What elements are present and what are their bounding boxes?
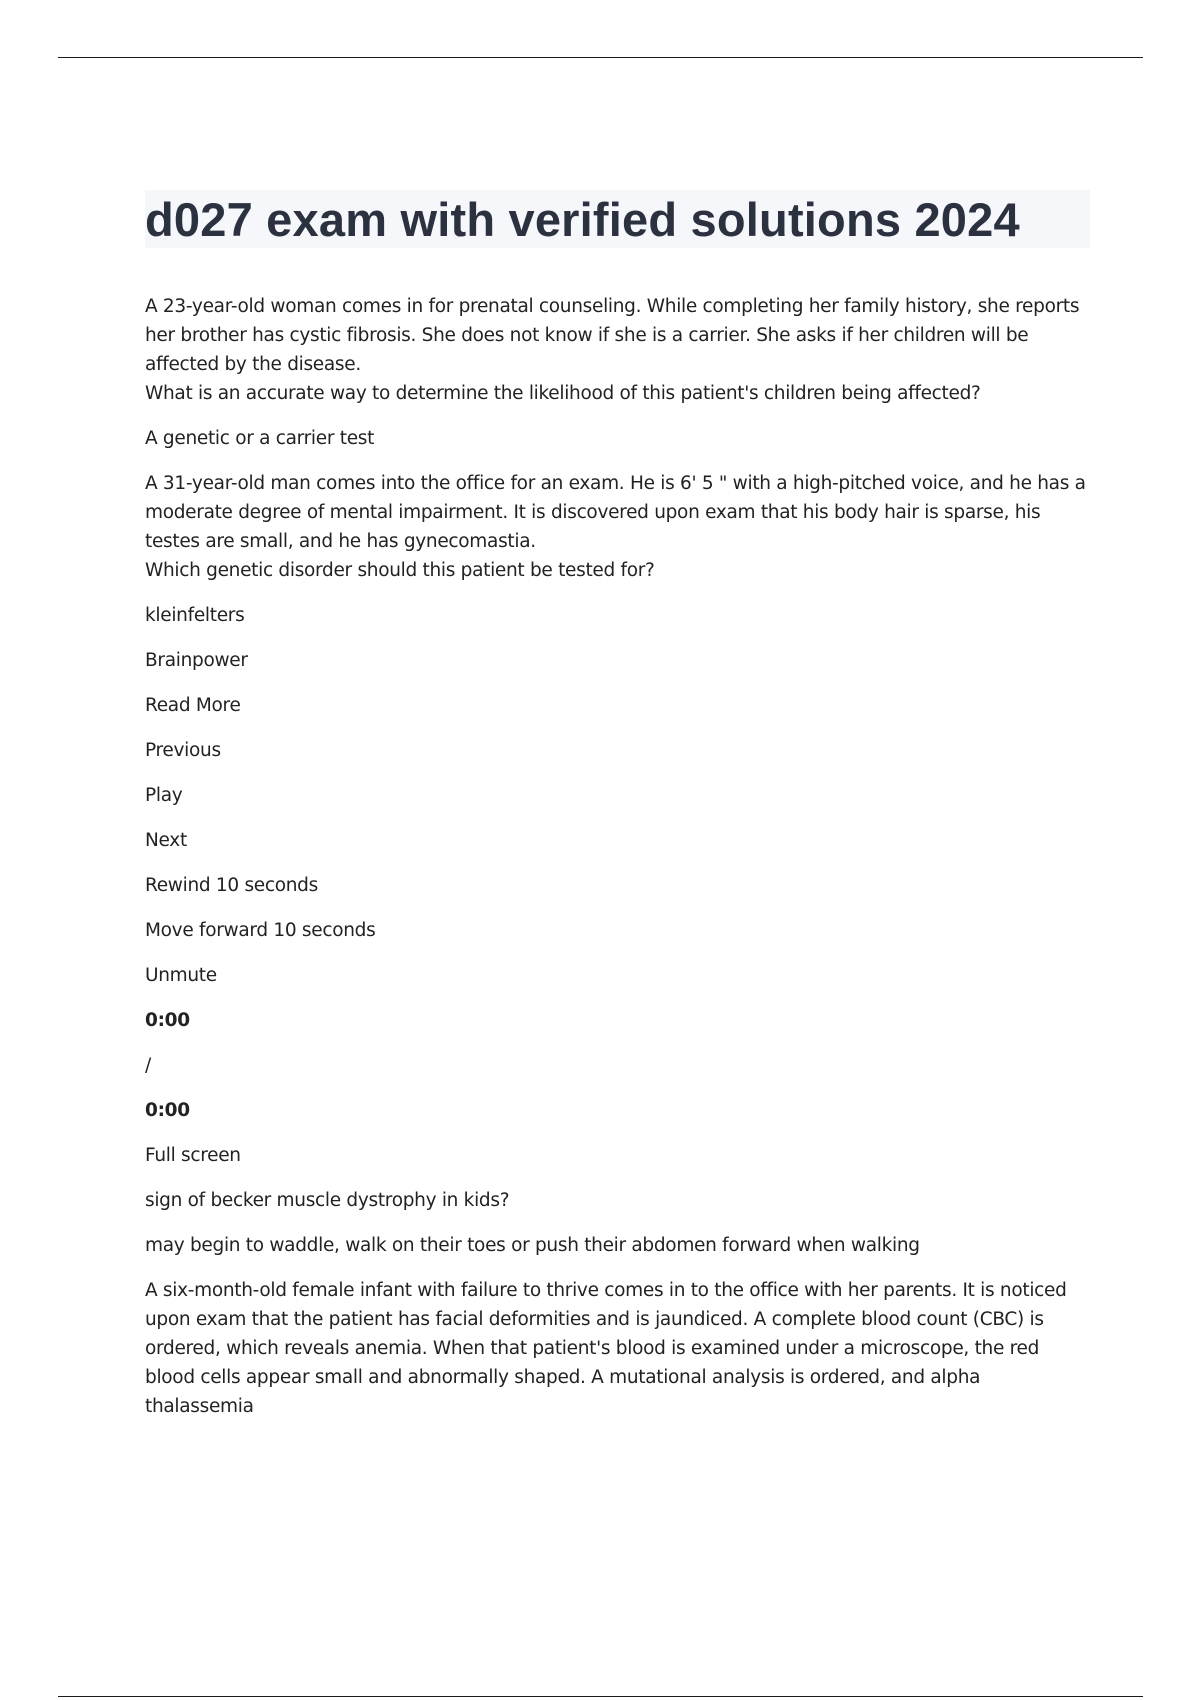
- footer-rule: [58, 1696, 1143, 1697]
- play-button[interactable]: Play: [145, 785, 183, 806]
- document-title: d027 exam with verified solutions 2024: [145, 192, 1020, 246]
- question-2-prompt: Which genetic disorder should this patient be tested for?: [145, 560, 655, 581]
- answer-1: A genetic or a carrier test: [145, 428, 375, 449]
- question-4: A six-month-old female infant with failure to thrive comes in to the office with her parents. It is noticed upon exam that the patient has facial deformities and is jaundiced. A complete blood count (CBC) is ordered, which reveals anemia. When that patient's blood is examined under a microscope, the red blood cells appear small and abnormally shaped. A mutational analysis is ordered, and alpha thalassemia: [145, 1280, 1067, 1417]
- time-separator: /: [145, 1055, 151, 1076]
- title-banner: [145, 190, 1090, 248]
- fullscreen-button[interactable]: Full screen: [145, 1145, 241, 1166]
- player-brand: Brainpower: [145, 650, 248, 671]
- question-1-prompt: What is an accurate way to determine the likelihood of this patient's children being affected?: [145, 383, 981, 404]
- current-time: 0:00: [145, 1010, 190, 1031]
- answer-2: kleinfelters: [145, 605, 245, 626]
- previous-button[interactable]: Previous: [145, 740, 221, 761]
- duration-time: 0:00: [145, 1100, 190, 1121]
- question-3: sign of becker muscle dystrophy in kids?: [145, 1190, 510, 1211]
- unmute-button[interactable]: Unmute: [145, 965, 217, 986]
- answer-3: may begin to waddle, walk on their toes or push their abdomen forward when walking: [145, 1235, 920, 1256]
- document-body: [145, 190, 1090, 1437]
- next-button[interactable]: Next: [145, 830, 187, 851]
- question-1-text: A 23-year-old woman comes in for prenatal counseling. While completing her family history, she reports her brother has cystic fibrosis. She does not know if she is a carrier. She asks if her children will be affected by the disease.: [145, 296, 1080, 375]
- header-rule: [58, 57, 1143, 58]
- question-1: [145, 292, 1090, 408]
- rewind-button[interactable]: Rewind 10 seconds: [145, 875, 318, 896]
- forward-button[interactable]: Move forward 10 seconds: [145, 920, 376, 941]
- question-2: [145, 469, 1090, 585]
- read-more-link[interactable]: Read More: [145, 695, 241, 716]
- question-2-text: A 31-year-old man comes into the office for an exam. He is 6' 5 " with a high-pitched voice, and he has a moderate degree of mental impairment. It is discovered upon exam that his body hair is sparse, his testes are small, and he has gynecomastia.: [145, 473, 1086, 552]
